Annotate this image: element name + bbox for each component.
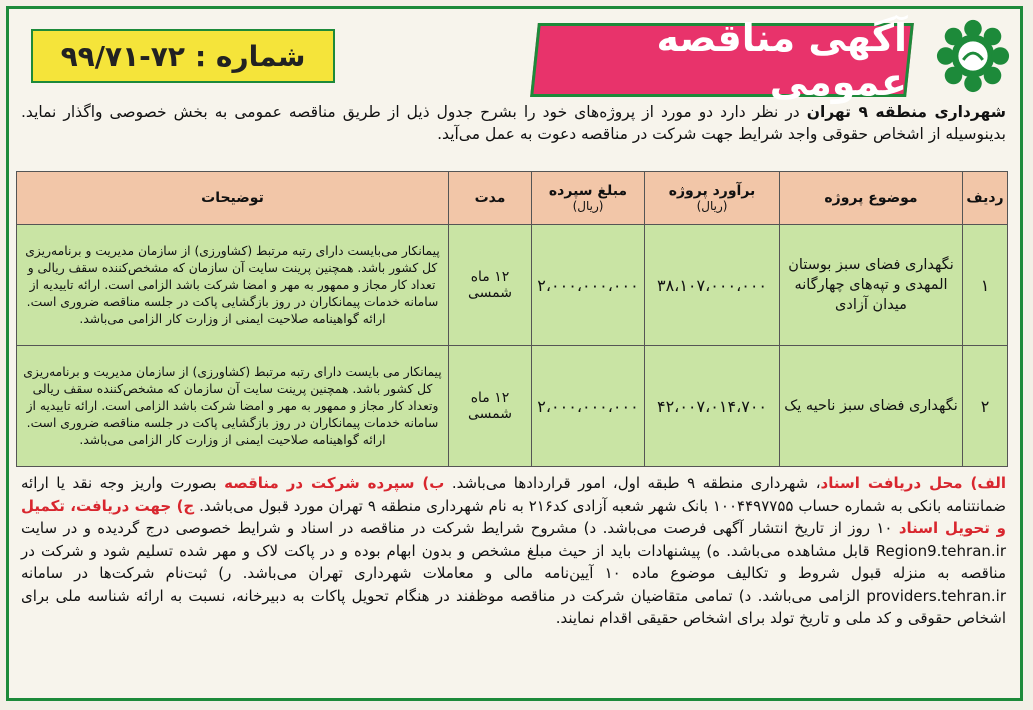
term-b-label: ب) سپرده شرکت در مناقصه — [224, 474, 445, 492]
notice-title-banner — [530, 16, 914, 104]
row-estimate: ۴۲،۰۰۷،۰۱۴،۷۰۰ — [645, 346, 780, 467]
providers-portal-link[interactable]: providers.tehran.ir — [866, 586, 1006, 605]
term-a-label: الف) محل دریافت اسناد — [820, 474, 1007, 492]
row-deposit: ۲،۰۰۰،۰۰۰،۰۰۰ — [532, 346, 645, 467]
intro-text: در نظر دارد دو مورد از پروژه‌های خود را بشرح جدول ذیل از طریق مناقصه عمومی به بخش خصوصی واگذار نماید. بدینوسیله از اشخاص حقوقی واجد شرایط جهت شرکت در مناقصه دعوت به عمل می‌آید. — [21, 103, 1006, 143]
term-f-text-2: الزامی می‌باشد. — [757, 586, 867, 605]
terms-paragraph — [21, 472, 1006, 630]
row-notes: پیمانکار می بایست دارای رتبه مرتبط (کشاورزی) از سازمان مدیریت و برنامه‌ریزی کل کشور باشد. همچنین پرینت سایت آن سازمان که مشخص‌کننده سقف ریالی وتعداد کار مجاز و ممهور به مهر و امضا شرکت باشد الزامی است. ارائه تاییدیه از سامانه خدمات پیمانکاران در روز بازگشایی پاکت در جلسه مناقصه ضروری است. ارائه گواهینامه صلاحیت ایمنی از وزارت کار الزامی می‌باشد. — [17, 346, 449, 467]
header-subject: موضوع پروژه — [780, 172, 963, 225]
header-estimate — [645, 172, 780, 225]
header-deposit-unit: (ریال) — [572, 199, 604, 213]
header-deposit — [532, 172, 645, 225]
intro-paragraph — [21, 101, 1006, 145]
region-site-link[interactable]: Region9.tehran.ir — [875, 541, 1006, 560]
term-c-text: ۱۰ روز از تاریخ انتشار آگهی فرصت می‌باشد. — [602, 519, 899, 537]
row-deposit: ۲،۰۰۰،۰۰۰،۰۰۰ — [532, 225, 645, 346]
row-number: ۲ — [963, 346, 1008, 467]
table-row — [17, 346, 1008, 467]
tender-notice — [6, 6, 1023, 701]
header-notes: توضیحات — [17, 172, 449, 225]
term-g-text: د) تمامی متقاضیان شرکت در مناقصه موظفند در هنگام تحویل پاکات به دبیرخانه، نسبت به ارائه شناسه ملی برای اشخاص حقوقی و کد ملی و تاریخ تولد برای اشخاص حقیقی اقدام نمایند. — [21, 586, 1006, 627]
row-notes: پیمانکار می‌بایست دارای رتبه مرتبط (کشاورزی) از سازمان مدیریت و برنامه‌ریزی کل کشور باشد. همچنین پرینت سایت آن سازمان که مشخص‌کننده سقف ریالی و تعداد کار مجاز و ممهور به مهر و امضا شرکت باشد الزامی است. ارائه تاییدیه از سامانه خدمات پیمانکاران در روز بازگشایی پاکت در جلسه مناقصه ضروری است. ارائه گواهینامه صلاحیت ایمنی از وزارت کار الزامی می‌باشد. — [17, 225, 449, 346]
term-d-text-2: قابل مشاهده می‌باشد. — [726, 541, 876, 560]
row-estimate: ۳۸،۱۰۷،۰۰۰،۰۰۰ — [645, 225, 780, 346]
row-duration: ۱۲ ماه شمسی — [449, 225, 532, 346]
header-estimate-unit: (ریال) — [696, 199, 728, 213]
term-b-text: بصورت واریز وجه نقد یا ارائه ضمانتنامه بانکی به شماره حساب ۱۰۰۴۴۹۷۷۵۵ بانک شهر شعبه آزادی کد۲۱۶ به نام شهرداری منطقه ۹ تهران مورد قبول می‌باشد. — [21, 474, 1006, 515]
term-e-text: ه) پیشنهادات باید از حیث مبلغ مشخص و بدون ابهام بوده و در پاکت لاک و مهر شده تسلیم شود و شرکت در مناقصه به منزله قبول شروط و تکالیف موضوع ماده ۱۰ آیین‌نامه مالی و معاملات شهرداری تهران می‌باشد. — [21, 541, 1006, 582]
term-f-text: ر) ثبت‌نام شرکت‌ها در سامانه — [21, 564, 232, 582]
term-a-text: ، شهرداری منطقه ۹ طبقه اول، امور قراردادها می‌باشد. — [451, 474, 821, 492]
term-c-label: ج) جهت دریافت، تکمیل و تحویل اسناد — [21, 496, 1007, 537]
notice-number-box — [31, 29, 335, 83]
row-duration: ۱۲ ماه شمسی — [449, 346, 532, 467]
tehran-municipality-logo-icon — [934, 17, 1012, 95]
header-estimate-label: برآورد پروژه — [668, 183, 756, 199]
row-subject: نگهداری فضای سبز ناحیه یک — [780, 346, 963, 467]
tender-table — [16, 171, 1008, 467]
header-duration: مدت — [449, 172, 532, 225]
header-row: ردیف — [963, 172, 1008, 225]
notice-title: آگهی مناقصه عمومی — [656, 16, 907, 104]
notice-number-value: ۹۹/۷۱-۷۲ — [60, 39, 185, 73]
row-number: ۱ — [963, 225, 1008, 346]
term-d-text: د) مشروح شرایط شرکت در مناقصه در اسناد و شرایط خصوصی درج گردیده و در سایت — [21, 519, 597, 537]
table-row — [17, 225, 1008, 346]
table-header-row — [17, 172, 1008, 225]
row-subject: نگهداری فضای سبز بوستان المهدی و تپه‌های چهارگانه میدان آزادی — [780, 225, 963, 346]
notice-number-label: شماره : — [194, 39, 306, 73]
org-name: شهرداری منطقه ۹ تهران — [806, 103, 1007, 121]
header-deposit-label: مبلغ سپرده — [548, 183, 628, 199]
